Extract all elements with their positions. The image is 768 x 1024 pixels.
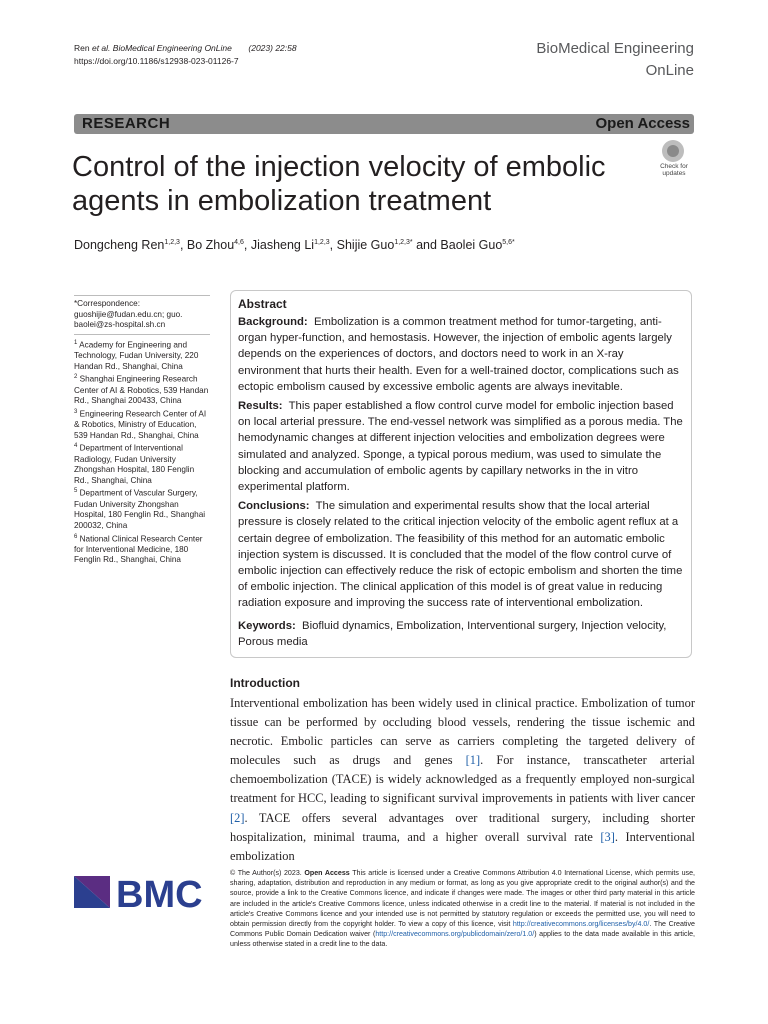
author-name[interactable]: Shijie Guo: [336, 238, 395, 252]
correspondence-email-1[interactable]: guoshijie@fudan.edu.cn; guo.: [74, 309, 183, 319]
affiliation-item: [74, 486, 210, 531]
bmc-logo-text: BMC: [116, 874, 203, 912]
article-title: Control of the injection velocity of embolic agents in embolization treatment: [72, 151, 606, 217]
introduction-heading: Introduction: [230, 676, 300, 690]
citation-ref-1[interactable]: [1]: [465, 753, 481, 768]
citation-line: [74, 42, 297, 55]
check-updates-text: [654, 163, 694, 177]
author-affiliation-sup: 1,2,3: [314, 238, 330, 246]
intro-text-3: . TACE offers several advantages over traditional surgery, including shorter hospitalization, minimal trauma, and a higher overall survival rate: [230, 810, 695, 844]
author-list: Dongcheng Ren$^{1,2,3}$, Bo Zhou$^{4,6}$, Jiasheng Li$^{1,2,3}$, Shijie Guo$^{1,2,3*}$ and Baolei Guo$^{5,6*}$: [74, 238, 515, 252]
journal-name: [536, 38, 694, 82]
author-name[interactable]: Jiasheng Li: [250, 238, 315, 252]
affiliation-text: Department of Interventional Radiology, Fudan University Zhongshan Hospital, 180 Fenglin Rd., Shanghai, China: [74, 444, 195, 485]
author-name[interactable]: Baolei Guo: [440, 238, 503, 252]
intro-text-1: Interventional embolization has been widely used in clinical practice. Embolization of tumor tissue can be performed by occluding blood vessels, rendering the tissue ischemic and necrotic. Embolic particles can serve as carriers completing the targeted delivery of molecules such as drugs and genes: [230, 696, 695, 768]
intro-text-2: . For instance, transcatheter arterial chemoembolization (TACE) is widely acknowledged as a frequently employed non-surgical treatment for HCC, leading to significant survival improvements in patients with liver cancer: [230, 753, 696, 806]
running-header: [74, 42, 297, 68]
introduction-body: [230, 694, 695, 866]
check-for-updates-badge[interactable]: [654, 140, 694, 182]
citation-year: (2023) 22:58: [248, 43, 297, 53]
author-affiliation-sup: 5,6*: [502, 238, 515, 246]
license-text: This article is licensed under a Creative Commons Attribution 4.0 International License, which permits use, sharing, adaptation, distribution and reproduction in any medium or format, as long as you give appropriate credit to the original author(s) and the source, provide a link to the Creative Commons licence, and indicate if changes were made. The images or other third party material in this article are included in the article's Creative Commons licence, unless indicated otherwise in a credit line to the material. If material is not included in the article's Creative Commons licence and your intended use is not permitted by statutory regulation or exceeds the permitted use, you will need to obtain permission directly from the copyright holder. To view a copy of this licence, visit: [230, 869, 695, 929]
citation-journal: BioMedical Engineering OnLine: [112, 43, 232, 53]
affiliation-text: National Clinical Research Center for Interventional Medicine, 180 Fenglin Rd., Shanghai, China: [74, 534, 203, 565]
affiliation-text: Engineering Research Center of AI & Robotics, Ministry of Education, 539 Handan Rd., Shanghai, China: [74, 409, 207, 440]
affiliations-sidebar: [74, 292, 210, 566]
sidebar-rule: [74, 295, 210, 296]
author-affiliation-sup: 1,2,3*: [394, 238, 413, 246]
license-statement: [230, 868, 695, 950]
background-label: Background:: [238, 316, 308, 328]
article-type-label: RESEARCH: [82, 115, 171, 132]
affiliation-number: 6: [74, 533, 78, 540]
author-affiliation-sup: 1,2,3: [164, 238, 180, 246]
keywords-label: Keywords:: [238, 619, 296, 632]
citation-etal: et al.: [91, 43, 111, 53]
abstract-background: [238, 314, 685, 395]
license-link-cc-by[interactable]: http://creativecommons.org/licenses/by/4.0/: [512, 920, 650, 929]
conclusions-label: Conclusions:: [238, 500, 310, 513]
license-open-access: Open Access: [304, 869, 350, 877]
affiliation-number: 1: [74, 339, 78, 346]
correspondence-label: *Correspondence:: [74, 299, 140, 308]
check-updates-line2: updates: [662, 170, 686, 177]
citation-authors: Ren: [74, 43, 90, 53]
affiliation-item: [74, 532, 210, 567]
affiliation-text: Department of Vascular Surgery, Fudan University Zhongshan Hospital, 180 Fenglin Rd., Shanghai 200032, China: [74, 489, 206, 530]
affiliation-item: [74, 407, 210, 442]
affiliation-text: Academy for Engineering and Technology, Fudan University, 220 Handan Rd., Shanghai, China: [74, 340, 199, 371]
affiliation-list: [74, 338, 210, 566]
affiliation-item: [74, 338, 210, 373]
affiliation-number: 5: [74, 488, 78, 495]
license-end: ) applies to the data made available in this article, unless otherwise stated in a credit line to the data.: [230, 930, 695, 949]
sidebar-rule: [74, 334, 210, 335]
check-updates-line1: Check for: [660, 163, 688, 170]
conclusions-text: The simulation and experimental results show that the local arterial pressure is closely related to the critical injection velocity of the embolic agent reflux at a certain degree of embolization. The feasibility of this method for an automatic embolic injection system is discussed. It is concluded that the model of the flow control curve of embolic injection can effectively reduce the risk of ectopic embolism and shorten the time of embolic injection. The clinical application of this model is of great value in reducing radiation exposure and improving the success rate of interventional embolization.: [238, 500, 683, 610]
open-access-label: Open Access: [595, 115, 690, 132]
license-link-cc0[interactable]: http://creativecommons.org/publicdomain/zero/1.0/: [375, 930, 535, 939]
affiliation-number: 2: [74, 374, 78, 381]
correspondence-email-2[interactable]: baolei@zs-hospital.sh.cn: [74, 320, 166, 330]
author-affiliation-sup: 4,6: [234, 238, 244, 246]
citation-ref-2[interactable]: [2]: [230, 810, 245, 825]
results-label: Results:: [238, 400, 283, 413]
journal-name-line1: BioMedical Engineering: [536, 40, 694, 57]
affiliation-item: [74, 441, 210, 486]
affiliation-number: 3: [74, 408, 78, 415]
abstract-heading: Abstract: [238, 297, 287, 311]
citation-ref-3[interactable]: [3]: [600, 829, 615, 844]
abstract-keywords: [238, 618, 685, 650]
author-name[interactable]: Bo Zhou: [186, 238, 235, 252]
abstract-box: [230, 290, 692, 658]
intro-text-4: . Interventional embolization: [230, 829, 695, 863]
license-mid: . The Creative Commons Public Domain Dedication waiver (: [230, 920, 695, 939]
doi-link[interactable]: https://doi.org/10.1186/s12938-023-01126-7: [74, 56, 239, 66]
background-text: Embolization is a common treatment method for tumor-targeting, anti-organ hyper-function, and hemostasis. However, the injection of embolic agents largely depends on the experiences of doctors, and doctors need to work in an X-ray environment that hurts their health. Even for a well-trained doctor, complications such as ectopic embolism caused by excessive embolic agents are always inevitable.: [238, 316, 679, 393]
abstract-conclusions: [238, 498, 685, 611]
bmc-logo: [74, 872, 214, 912]
article-type-banner: [74, 114, 694, 134]
bmc-logo-mark: [74, 872, 214, 912]
license-prefix: © The Author(s) 2023.: [230, 869, 305, 877]
journal-name-line2: OnLine: [645, 62, 694, 79]
affiliation-text: Shanghai Engineering Research Center of AI & Robotics, 539 Handan Rd., Shanghai 200433, China: [74, 375, 209, 406]
abstract-results: [238, 398, 685, 495]
author-name[interactable]: Dongcheng Ren: [74, 238, 165, 252]
check-updates-icon: [662, 140, 684, 162]
keywords-text: Biofluid dynamics, Embolization, Interventional surgery, Injection velocity, Porous media: [238, 619, 667, 648]
affiliation-number: 4: [74, 443, 78, 450]
affiliation-item: [74, 372, 210, 407]
results-text: This paper established a flow control curve model for embolic injection based on local arterial pressure. The end-vessel network was simplified as a porous media. The hemodynamic changes at different injection velocities and embolization degrees were simulated and analyzed. Sponge, a typical porous medium, was used to simulate the blocking and accumulation of embolic agents by capillary networks in the in vitro experimental platform.: [238, 400, 683, 494]
